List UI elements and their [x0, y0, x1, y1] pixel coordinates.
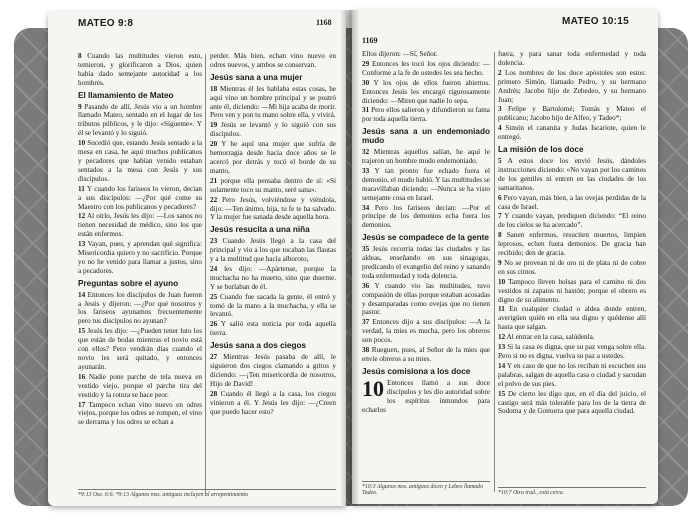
- verse-number: 12: [78, 212, 86, 221]
- verse-text: Y cuando los fariseos lo vieron, decían a sus discípulos: —¿Por qué come su Maestro con los publicanos y pecadores?: [78, 184, 202, 211]
- verse-number: 28: [210, 389, 218, 398]
- verse: [498, 305, 646, 332]
- verse-number: 10: [498, 277, 506, 286]
- verse-text: En cualquier ciudad o aldea donde entren, averigüen quién en ella sea digno y quédense allí hasta que salgan.: [498, 305, 646, 332]
- verse-text: Y tan pronto fue echado fuera el demonio, el mudo habló. Y las multitudes se maravillaban diciendo: —Nunca se ha visto semejante cosa en Israel.: [362, 166, 490, 202]
- verse: [498, 333, 646, 342]
- verse: [498, 390, 646, 417]
- verse: [362, 79, 490, 106]
- verse-number: 3: [498, 105, 502, 114]
- left-page: [48, 12, 346, 506]
- verse-number: 34: [362, 203, 370, 212]
- verse-number: 15: [78, 327, 86, 336]
- verse-text: Rueguen, pues, al Señor de la mies que envíe obreros a su mies.: [362, 346, 490, 363]
- verse-number: 8: [78, 52, 82, 60]
- verse-number: 2: [498, 68, 502, 77]
- verse-number: 4: [498, 124, 502, 133]
- verse-number: 35: [362, 245, 370, 254]
- verse-text: Al oírlo, Jesús les dijo: —Los sanos no tienen necesidad de médico, sino los que están enfermos.: [78, 212, 202, 239]
- verse-text: Entonces les tocó los ojos diciendo: —Conforme a la fe de ustedes les sea hecho.: [362, 59, 490, 77]
- verse-text: Jesús recorría todas las ciudades y las aldeas, enseñando en sus sinagogas, predicando el evangelio del reino y sanando toda enfermedad y toda dolencia.: [362, 245, 490, 280]
- verse: [210, 293, 336, 320]
- verse-text: Cuando Jesús llegó a la casa del principal y vio a los que tocaban las flautas y a la multitud que hacía alboroto,: [210, 237, 336, 264]
- verse-number: 5: [498, 156, 502, 165]
- verse-text: Y los ojos de ellos fueron abiertos. Entonces Jesús les encargó rigurosamente diciendo: —Miren que nadie lo sepa.: [362, 78, 490, 105]
- verse-text: Cuando fue sacada la gente, él entró y tomó de la mano a la muchacha, y ella se levantó.: [210, 292, 337, 319]
- verse-number: 29: [362, 59, 370, 68]
- verse-text: Ellos dijeron: —Sí, Señor.: [362, 50, 438, 58]
- verse-number: 15: [498, 389, 506, 398]
- verse-number: 38: [362, 346, 370, 355]
- verse-text: Pero Jesús, volviéndose y viéndola, dijo: —Ten ánimo, hija, tu fe te ha salvado. Y la mujer fue sanada desde aquella hora.: [210, 195, 336, 222]
- column-divider: [494, 52, 495, 492]
- verse-text: Y en caso de que no los reciban ni escuchen sus palabras, salgan de aquella casa o ciudad y sacudan el polvo de sus pies.: [498, 361, 647, 388]
- verse: [210, 320, 336, 338]
- verse-text: Vayan, pues, y aprendan qué significa: Misericordia quiero y no sacrificio. Porque yo no he venido para llamar a justos, sino a pecadores.: [78, 240, 202, 275]
- verse: [210, 85, 336, 121]
- verse-text: Y cuando vayan, prediquen diciendo: “El reino de los cielos se ha acercado”.: [498, 212, 647, 230]
- left-column-2: [210, 52, 336, 417]
- verse-number: 25: [210, 292, 218, 301]
- section-heading: Jesús sana a un endemoniado mudo: [362, 127, 490, 146]
- verse-text: A estos doce los envió Jesús, dándoles instrucciones diciendo: «No vayan por los caminos de los gentiles ni entren en las ciudades de los samaritanos.: [498, 156, 646, 192]
- verse-text: les dijo: —Apártense, porque la muchacha no ha muerto, sino que duerme. Y se burlaban de él.: [210, 264, 336, 291]
- verse-text: Entonces los discípulos de Juan fueron a Jesús y dijeron: —¿Por qué nosotros y los fariseos ayunamos frecuentemente pero tus discípulos no ayunan?: [78, 290, 202, 326]
- verse-number: 18: [210, 84, 218, 93]
- right-column-1: [362, 50, 490, 415]
- verse-number: 27: [210, 353, 218, 362]
- verse-text: perder. Más bien, echan vino nuevo en odres nuevos, y ambos se conservan.: [210, 52, 336, 69]
- footnote-right-1: *10:3 Algunos mss. antiguos dicen y Lebeo llamado Tadeo.: [362, 481, 490, 496]
- verse: [498, 362, 646, 389]
- verse-number: 33: [362, 166, 370, 175]
- section-heading: El llamamiento de Mateo: [78, 90, 174, 100]
- verse-number: 13: [498, 343, 506, 352]
- verse: [210, 237, 336, 264]
- verse-number: 26: [210, 320, 218, 329]
- verse-number: 21: [210, 176, 218, 185]
- verse-number: 7: [498, 212, 502, 221]
- verse: [498, 278, 646, 305]
- running-head-right: MATEO 10:15: [562, 16, 630, 27]
- footnote-right-2: *10:7 Otra trad., está cerca.: [498, 487, 646, 496]
- verse-text: Felipe y Bartolomé; Tomás y Mateo el publicano; Jacobo hijo de Alfeo, y Tadeo*;: [498, 105, 647, 123]
- verse-text: De cierto les digo que, en el día del juicio, el castigo será más tolerable para los de la tierra de Sodoma y de Gomorra que para aquella ciudad.: [498, 389, 646, 416]
- verse-number: 36: [362, 281, 370, 290]
- verse: [498, 105, 646, 123]
- footnote-left: *9:13 Ose. 6:6. *9:13 Algunos mss. antiguos incluyen al arrepentimiento: [78, 489, 336, 498]
- section-heading: Jesús se compadece de la gente: [362, 233, 489, 243]
- verse-text: Pasando de allí, Jesús vio a un hombre llamado Mateo, sentado en el lugar de los tributos públicos, y le dijo: «Sígueme». Y él se levantó y lo siguió.: [78, 102, 202, 138]
- verse: [498, 124, 646, 142]
- verse-number: 30: [362, 78, 370, 87]
- verse-text: Sanen enfermos, resuciten muertos, limpien leprosos, echen fuera demonios. De gracia han recibido; den de gracia.: [498, 231, 646, 258]
- verse-number: 14: [78, 290, 86, 299]
- verse-number: 9: [78, 102, 82, 111]
- verse-number: 19: [210, 121, 218, 130]
- verse: [498, 50, 646, 68]
- verse-text: Jesús les dijo: —¿Pueden tener luto los que están de bodas mientras el novio está con ellos? Pero vendrán días cuando el novio les será quitado, y entonces ayunarán.: [78, 327, 203, 371]
- verse-text: porque ella pensaba dentro de sí: «Si solamente toco su manto, seré sana».: [210, 176, 336, 194]
- section-heading: Jesús sana a dos ciegos: [210, 341, 307, 351]
- verse-number: 9: [498, 258, 502, 267]
- verse-text: Tampoco echan vino nuevo en odres viejos, porque los odres se rompen, el vino se derrama y los odres se echan a: [78, 400, 203, 427]
- verse: [210, 265, 336, 292]
- section-heading: La misión de los doce: [498, 145, 584, 155]
- verse-text: Mientras él les hablaba estas cosas, he aquí vino un hombre principal y se postró ante él, diciendo: —Mi hija acaba de morir. Pero ven y pon tu mano sobre ella, y vivirá.: [210, 84, 336, 120]
- verse-number: 22: [210, 195, 218, 204]
- verse-text: Simón el cananita y Judas Iscariote, quien le entregó.: [498, 124, 646, 142]
- verse: [78, 373, 202, 400]
- verse-text: Y salió esta noticia por toda aquella tierra.: [210, 320, 336, 338]
- verse-text: Y cuando vio las multitudes, tuvo compasión de ellas porque estaban acosadas y desamparadas como ovejas que no tienen pastor.: [362, 281, 491, 317]
- verse: [362, 148, 490, 166]
- verse-text: Mientras Jesús pasaba de allí, le siguieron dos ciegos clamando a gritos y diciendo: —¡Ten misericordia de nosotros, Hijo de David!: [210, 353, 337, 388]
- verse: [498, 343, 646, 361]
- verse: [498, 231, 646, 258]
- verse: [210, 196, 336, 223]
- verse-text: Y he aquí una mujer que sufría de hemorragia desde hacía doce años se le acercó por detrás y tocó el borde de su manto,: [210, 140, 336, 175]
- verse: [362, 106, 490, 124]
- page-number-right: 1169: [362, 36, 378, 45]
- verse: [362, 318, 490, 345]
- page-number-left: 1168: [316, 18, 332, 27]
- verse-text: Pero ellos salieron y difundieron su fama por toda aquella tierra.: [362, 106, 490, 124]
- verse-number: 14: [498, 361, 506, 370]
- section-heading: Jesús resucita a una niña: [210, 225, 310, 235]
- verse: [498, 69, 646, 105]
- verse-text: Cuando él llegó a la casa, los ciegos vinieron a él. Y Jesús les dijo: —¿Creen que puedo hacer esto?: [210, 389, 336, 416]
- verse: [498, 212, 646, 230]
- right-column-2: [498, 50, 646, 417]
- verse-text: Nadie pone parche de tela nueva en vestido viejo, porque el parche tira del vestido y la rotura se hace peor.: [78, 372, 203, 399]
- verse: [362, 282, 490, 318]
- verse-number: 8: [498, 231, 502, 240]
- verse: [498, 157, 646, 193]
- section-heading: Preguntas sobre el ayuno: [78, 278, 179, 288]
- verse-text: Pero los fariseos decían: —Por el príncipe de los demonios echa fuera los demonios.: [362, 203, 491, 230]
- verse: [498, 194, 646, 212]
- verse-number: 16: [78, 372, 86, 381]
- verse-text: Los nombres de los doce apóstoles son estos: primero Simón, llamado Pedro, y su hermano Andrés; Jacobo hijo de Zebedeo, y su hermano Juan;: [498, 68, 647, 104]
- section-heading: Jesús sana a una mujer: [210, 72, 303, 82]
- verse-number: 12: [498, 333, 506, 342]
- verse-text: Tampoco lleven bolsas para el camino ni dos vestidos ni zapatos ni bastón; porque el obrero es digno de su alimento.: [498, 277, 646, 304]
- verse-number: 24: [210, 264, 218, 273]
- verse: [362, 204, 490, 231]
- verse: [78, 401, 202, 428]
- verse: [210, 140, 336, 176]
- verse-text: Pero vayan, más bien, a las ovejas perdidas de la casa de Israel.: [498, 193, 647, 211]
- verse: [78, 52, 202, 88]
- section-heading: Jesús comisiona a los doce: [362, 366, 471, 376]
- verse: [210, 52, 336, 70]
- verse: [362, 167, 490, 203]
- verse: [210, 353, 336, 389]
- verse-number: 20: [210, 140, 218, 149]
- verse: [362, 245, 490, 281]
- verse-number: 10: [78, 139, 86, 148]
- column-divider: [205, 54, 206, 494]
- verse: [78, 291, 202, 327]
- verse-number: 32: [362, 148, 370, 157]
- verse: [362, 346, 490, 364]
- verse: [210, 390, 336, 417]
- verse-number: 37: [362, 318, 370, 327]
- verse-text: No se provean ni de oro ni de plata ni de cobre en sus cintos.: [498, 258, 647, 276]
- verse-number: 31: [362, 106, 370, 115]
- verse: [210, 121, 336, 139]
- verse-text: Cuando las multitudes vieron esto, temieron, y glorificaron a Dios, quien había dado semejante autoridad a los hombres.: [78, 52, 202, 87]
- verse: [498, 259, 646, 277]
- chapter-number: 10: [362, 375, 384, 401]
- verse: [362, 60, 490, 78]
- verse: [78, 240, 202, 276]
- verse-text: Jesús se levantó y lo siguió con sus discípulos.: [210, 121, 337, 139]
- verse: [78, 103, 202, 139]
- running-head-left: MATEO 9:8: [78, 18, 134, 29]
- verse: [78, 212, 202, 239]
- verse-text: Entonces dijo a sus discípulos: —A la verdad, la mies es mucha, pero los obreros son pocos.: [362, 318, 490, 345]
- verse-number: 6: [498, 193, 502, 202]
- verse-text: Entonces llamó a sus doce discípulos y les dio autoridad sobre los espíritus inmundos para echarlos: [362, 378, 490, 414]
- verse-text: Si la casa es digna, que su paz venga sobre ella. Pero si no es digna, vuelva su paz a ustedes.: [498, 343, 647, 360]
- book-gutter: [340, 10, 360, 506]
- left-column-1: [78, 52, 202, 428]
- verse: [78, 327, 202, 372]
- verse: [78, 185, 202, 212]
- verse-text: fuera, y para sanar toda enfermedad y toda dolencia.: [498, 50, 646, 67]
- verse-text: Sucedió que, estando Jesús sentado a la mesa en casa, he aquí muchos publicanos y pecadores que habían venido estaban sentados a la mesa con Jesús y sus discípulos.: [78, 139, 203, 183]
- verse-text: Al entrar en la casa, salúdenla.: [506, 333, 595, 342]
- verse-number: 23: [210, 237, 218, 246]
- verse-number: 13: [78, 240, 86, 249]
- verse-number: 17: [78, 400, 86, 409]
- verse-number: 11: [498, 305, 505, 314]
- verse: [78, 139, 202, 184]
- verse-text: Mientras aquellos salían, he aquí le trajeron un hombre mudo endemoniado.: [362, 148, 490, 165]
- verse-number: 11: [78, 184, 85, 193]
- right-page: [352, 10, 658, 504]
- verse: [210, 177, 336, 195]
- verse: [362, 50, 490, 59]
